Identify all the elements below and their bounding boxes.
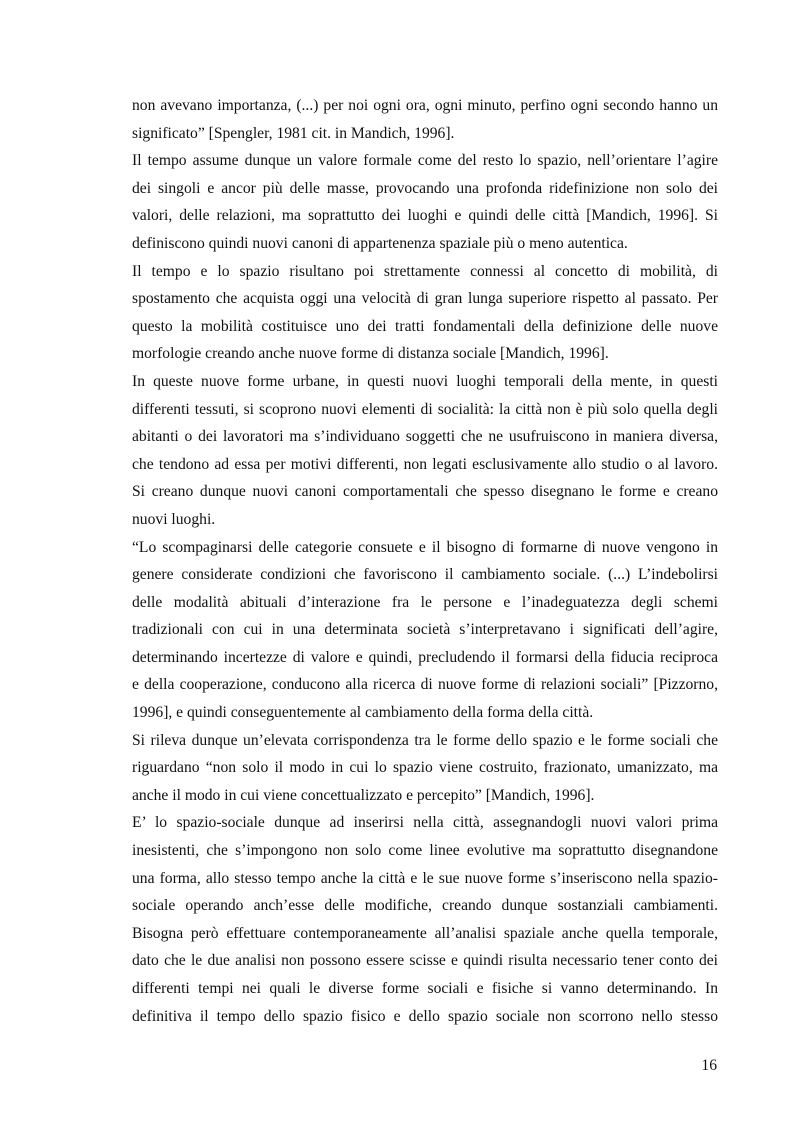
text-line: Bisogna però effettuare contemporaneamente all’analisi spaziale anche quella temporale, — [132, 924, 718, 942]
text-line: abitanti o dei lavoratori ma s’individuano soggetti che ne usufruiscono in maniera diversa, — [132, 428, 718, 446]
text-line: e della cooperazione, conducono alla ricerca di nuove forme di relazioni sociali” [Pizzorno, — [132, 676, 718, 694]
text-line: spostamento che acquista oggi una velocità di gran lunga superiore rispetto al passato. Per — [132, 290, 718, 308]
text-line: una forma, allo stesso tempo anche la città e le sue nuove forme s’inseriscono nella spazio- — [132, 869, 718, 887]
text-line: dato che le due analisi non possono essere scisse e quindi risulta necessario tener conto dei — [132, 952, 718, 970]
text-line: nuovi luoghi. — [132, 510, 216, 528]
text-line: Si creano dunque nuovi canoni comportamentali che spesso disegnano le forme e creano — [132, 483, 718, 501]
text-line: valori, delle relazioni, ma soprattutto dei luoghi e quindi delle città [Mandich, 1996]. Si — [132, 207, 718, 225]
text-line: definiscono quindi nuovi canoni di appartenenza spaziale più o meno autentica. — [132, 234, 628, 252]
text-line: che tendono ad essa per motivi differenti, non legati esclusivamente allo studio o al lavoro. — [132, 455, 718, 473]
text-line: Il tempo e lo spazio risultano poi strettamente connessi al concetto di mobilità, di — [132, 262, 718, 280]
text-line: anche il modo in cui viene concettualizzato e percepito” [Mandich, 1996]. — [132, 786, 595, 804]
text-line: definitiva il tempo dello spazio fisico e dello spazio sociale non scorrono nello stesso — [132, 1007, 718, 1025]
text-line: non avevano importanza, (...) per noi ogni ora, ogni minuto, perfino ogni secondo hanno un — [132, 97, 718, 114]
text-line: morfologie creando anche nuove forme di distanza sociale [Mandich, 1996]. — [132, 345, 609, 363]
text-line: differenti tempi nei quali le diverse forme sociali e fisiche si vanno determinando. In — [132, 980, 718, 997]
text-line: inesistenti, che s’impongono non solo come linee evolutive ma soprattutto disegnandone — [132, 842, 718, 860]
text-line: sociale operando anch’esse delle modifiche, creando dunque sostanziali cambiamenti. — [132, 897, 718, 915]
text-line: E’ lo spazio-sociale dunque ad inserirsi nella città, assegnandogli nuovi valori prima — [132, 814, 718, 832]
text-line: Si rileva dunque un’elevata corrispondenza tra le forme dello spazio e le forme sociali che — [132, 731, 718, 749]
text-line: significato” [Spengler, 1981 cit. in Mandich, 1996]. — [132, 124, 455, 142]
text-line: determinando incertezze di valore e quindi, precludendo il formarsi della fiducia reciproca — [132, 648, 718, 666]
text-line: questo la mobilità costituisce uno dei tratti fondamentali della definizione delle nuove — [132, 317, 718, 335]
text-line: delle modalità abituali d’interazione fra le persone e l’inadeguatezza degli schemi — [132, 593, 718, 611]
text-line: 1996], e quindi conseguentemente al cambiamento della forma della città. — [132, 704, 594, 722]
text-line: “Lo scompaginarsi delle categorie consuete e il bisogno di formarne di nuove vengono in — [132, 538, 718, 556]
text-line: differenti tessuti, si scoprono nuovi elementi di socialità: la città non è più solo quella degli — [132, 400, 718, 418]
text-line: tradizionali con cui in una determinata società s’interpretavano i significati dell’agire, — [132, 621, 718, 639]
text-line: dei singoli e ancor più delle masse, provocando una profonda ridefinizione non solo dei — [132, 179, 718, 197]
text-line: In queste nuove forme urbane, in questi nuovi luoghi temporali della mente, in questi — [132, 372, 718, 390]
text-line: Il tempo assume dunque un valore formale come del resto lo spazio, nell’orientare l’agire — [132, 152, 718, 170]
body-text — [132, 92, 718, 1030]
page-number: 16 — [701, 1057, 717, 1074]
text-line: riguardano “non solo il modo in cui lo spazio viene costruito, frazionato, umanizzato, ma — [132, 759, 718, 777]
text-line: genere considerate condizioni che favoriscono il cambiamento sociale. (...) L’indebolirsi — [132, 566, 718, 584]
